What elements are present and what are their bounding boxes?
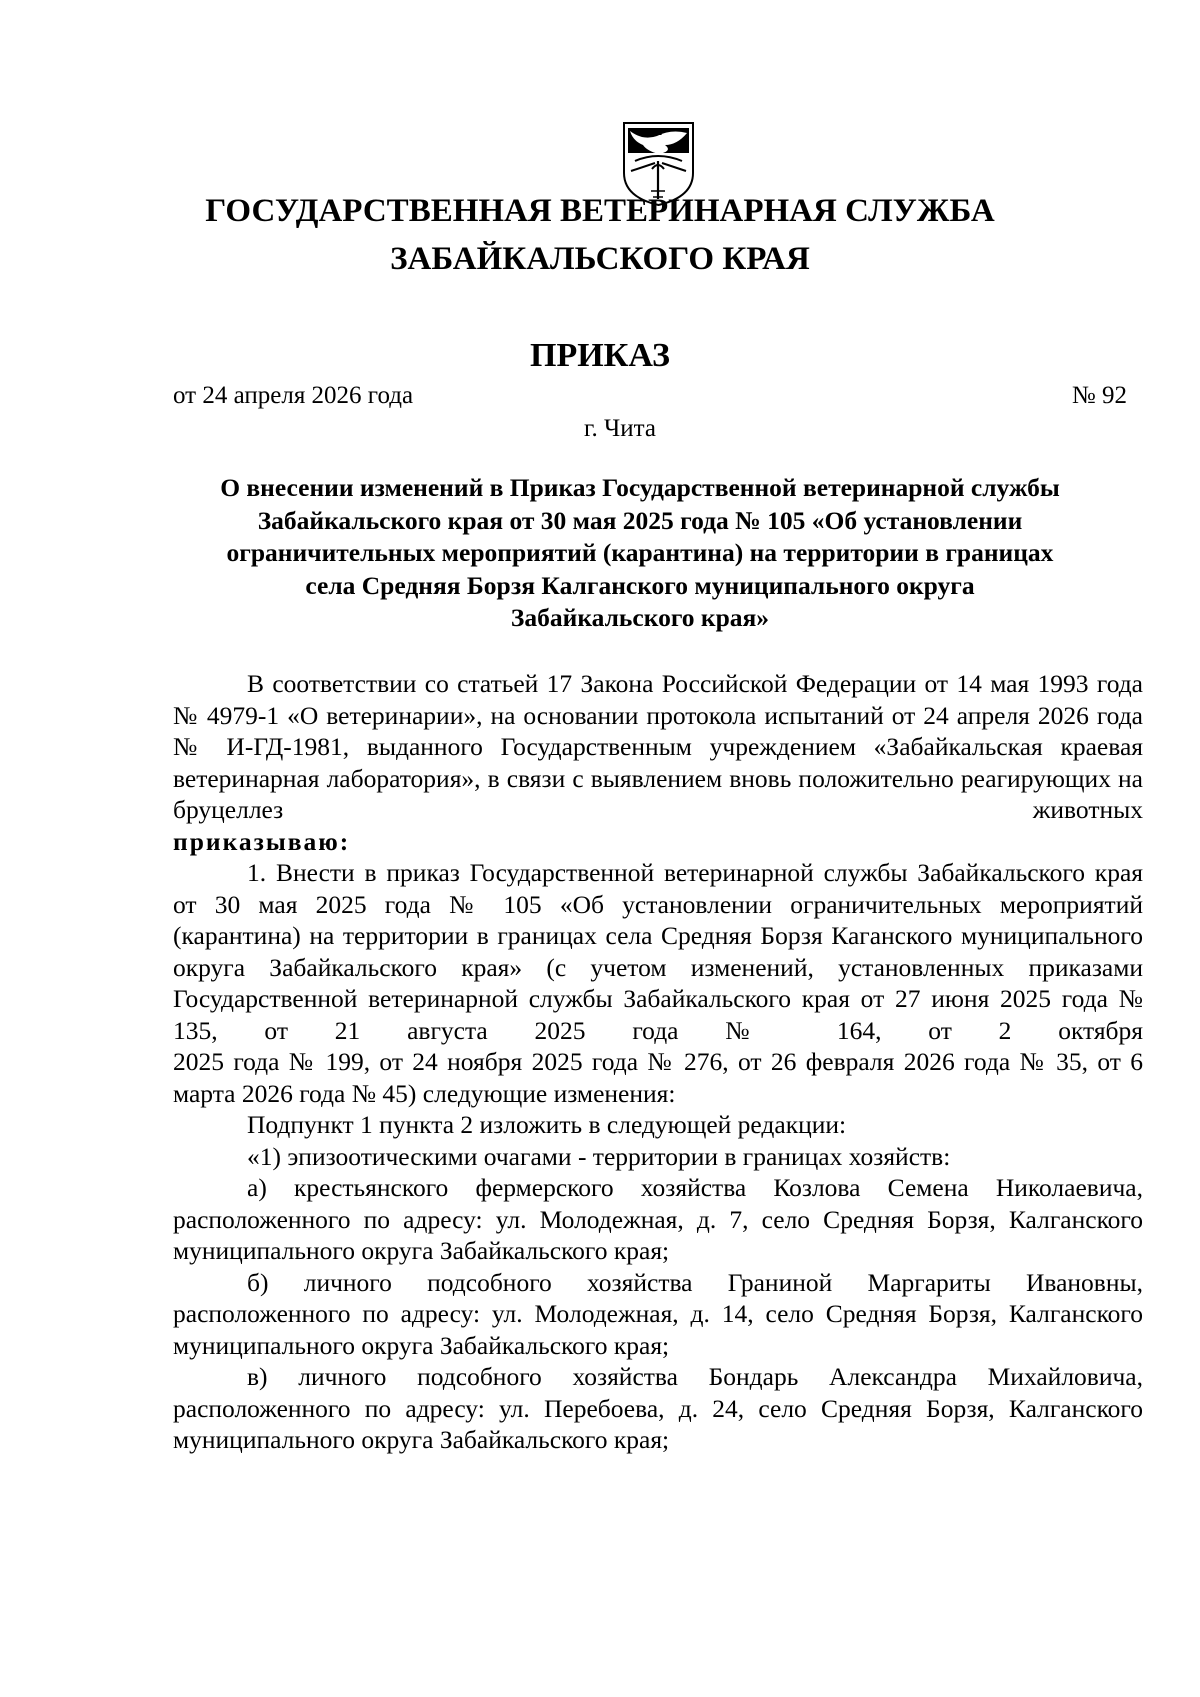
subject-line: Забайкальского края от 30 мая 2025 года № 105 «Об установлении [257, 505, 1023, 535]
foci-item-a: а) крестьянского фермерского хозяйства Козлова Семена Николаевича, расположенного по адресу: ул. Молодежная, д. 7, село Средняя Борзя, Калганского муниципального округа Забайкальского края; [173, 1173, 1143, 1265]
subject-line: села Средняя Борзя Калганского муниципального округа [305, 570, 975, 600]
organization-name-line2: ЗАБАЙКАЛЬСКОГО КРАЯ [390, 241, 810, 277]
preamble-paragraph: В соответствии со статьей 17 Закона Российской Федерации от 14 мая 1993 года № 4979-1 «О ветеринарии», на основании протокола испытаний от 24 апреля 2026 года № И-ГД-1981, выданного Государственным учреждением «Забайкальская краевая ветеринарная лаборатория», в связи с выявлением вновь положительно реагирующих на бруцеллез животных [173, 669, 1143, 824]
organization-name-line1: ГОСУДАРСТВЕННАЯ ВЕТЕРИНАРНАЯ СЛУЖБА [205, 193, 995, 229]
subject-line: О внесении изменений в Приказ Государственной ветеринарной службы [220, 473, 1060, 502]
foci-item-b: б) личного подсобного хозяйства Граниной Маргариты Ивановны, расположенного по адресу: ул. Молодежная, д. 14, село Средняя Борзя, Калганского муниципального округа Забайкальского края; [173, 1267, 1143, 1360]
item-1-paragraph: 1. Внести в приказ Государственной ветеринарной службы Забайкальского края от 30 мая 2025 года № 105 «Об установлении ограничительных мероприятий (карантина) на территории в границах села Средняя Борзя Каганского муниципального округа Забайкальского края» (с учетом изменений, установленных приказами Государственной ветеринарной службы Забайкальского края от 27 июня 2025 года № 135, от 21 августа 2025 года № 164, от 2 октября [173, 858, 1143, 1045]
order-subject [150, 472, 1130, 635]
order-word-text: приказываю: [173, 826, 351, 856]
order-date: от 24 апреля 2026 года [173, 382, 414, 409]
order-city: г. Чита [584, 415, 656, 442]
subject-line: ограничительных мероприятий (карантина) на территории в границах [226, 538, 1054, 567]
foci-item-c: в) личного подсобного хозяйства Бондарь Александра Михайловича, расположенного по адресу: ул. Перебоева, д. 24, село Средняя Борзя, Калганского муниципального округа Забайкальского края; [173, 1362, 1143, 1454]
subitem-intro: Подпункт 1 пункта 2 изложить в следующей редакции: [247, 1110, 847, 1139]
foci-intro: «1) эпизоотическими очагами - территории в границах хозяйств: [247, 1141, 951, 1171]
document-type-title: ПРИКАЗ [530, 337, 670, 374]
order-word [173, 826, 1143, 858]
order-body [173, 668, 1143, 1456]
order-number: № 92 [1071, 382, 1127, 409]
subject-line: Забайкальского края» [510, 603, 770, 632]
item-1-continuation: 2025 года № 199, от 24 ноября 2025 года № 276, от 26 февраля 2026 года № 35, от 6 марта 2026 года № 45) следующие изменения: [173, 1047, 1143, 1108]
